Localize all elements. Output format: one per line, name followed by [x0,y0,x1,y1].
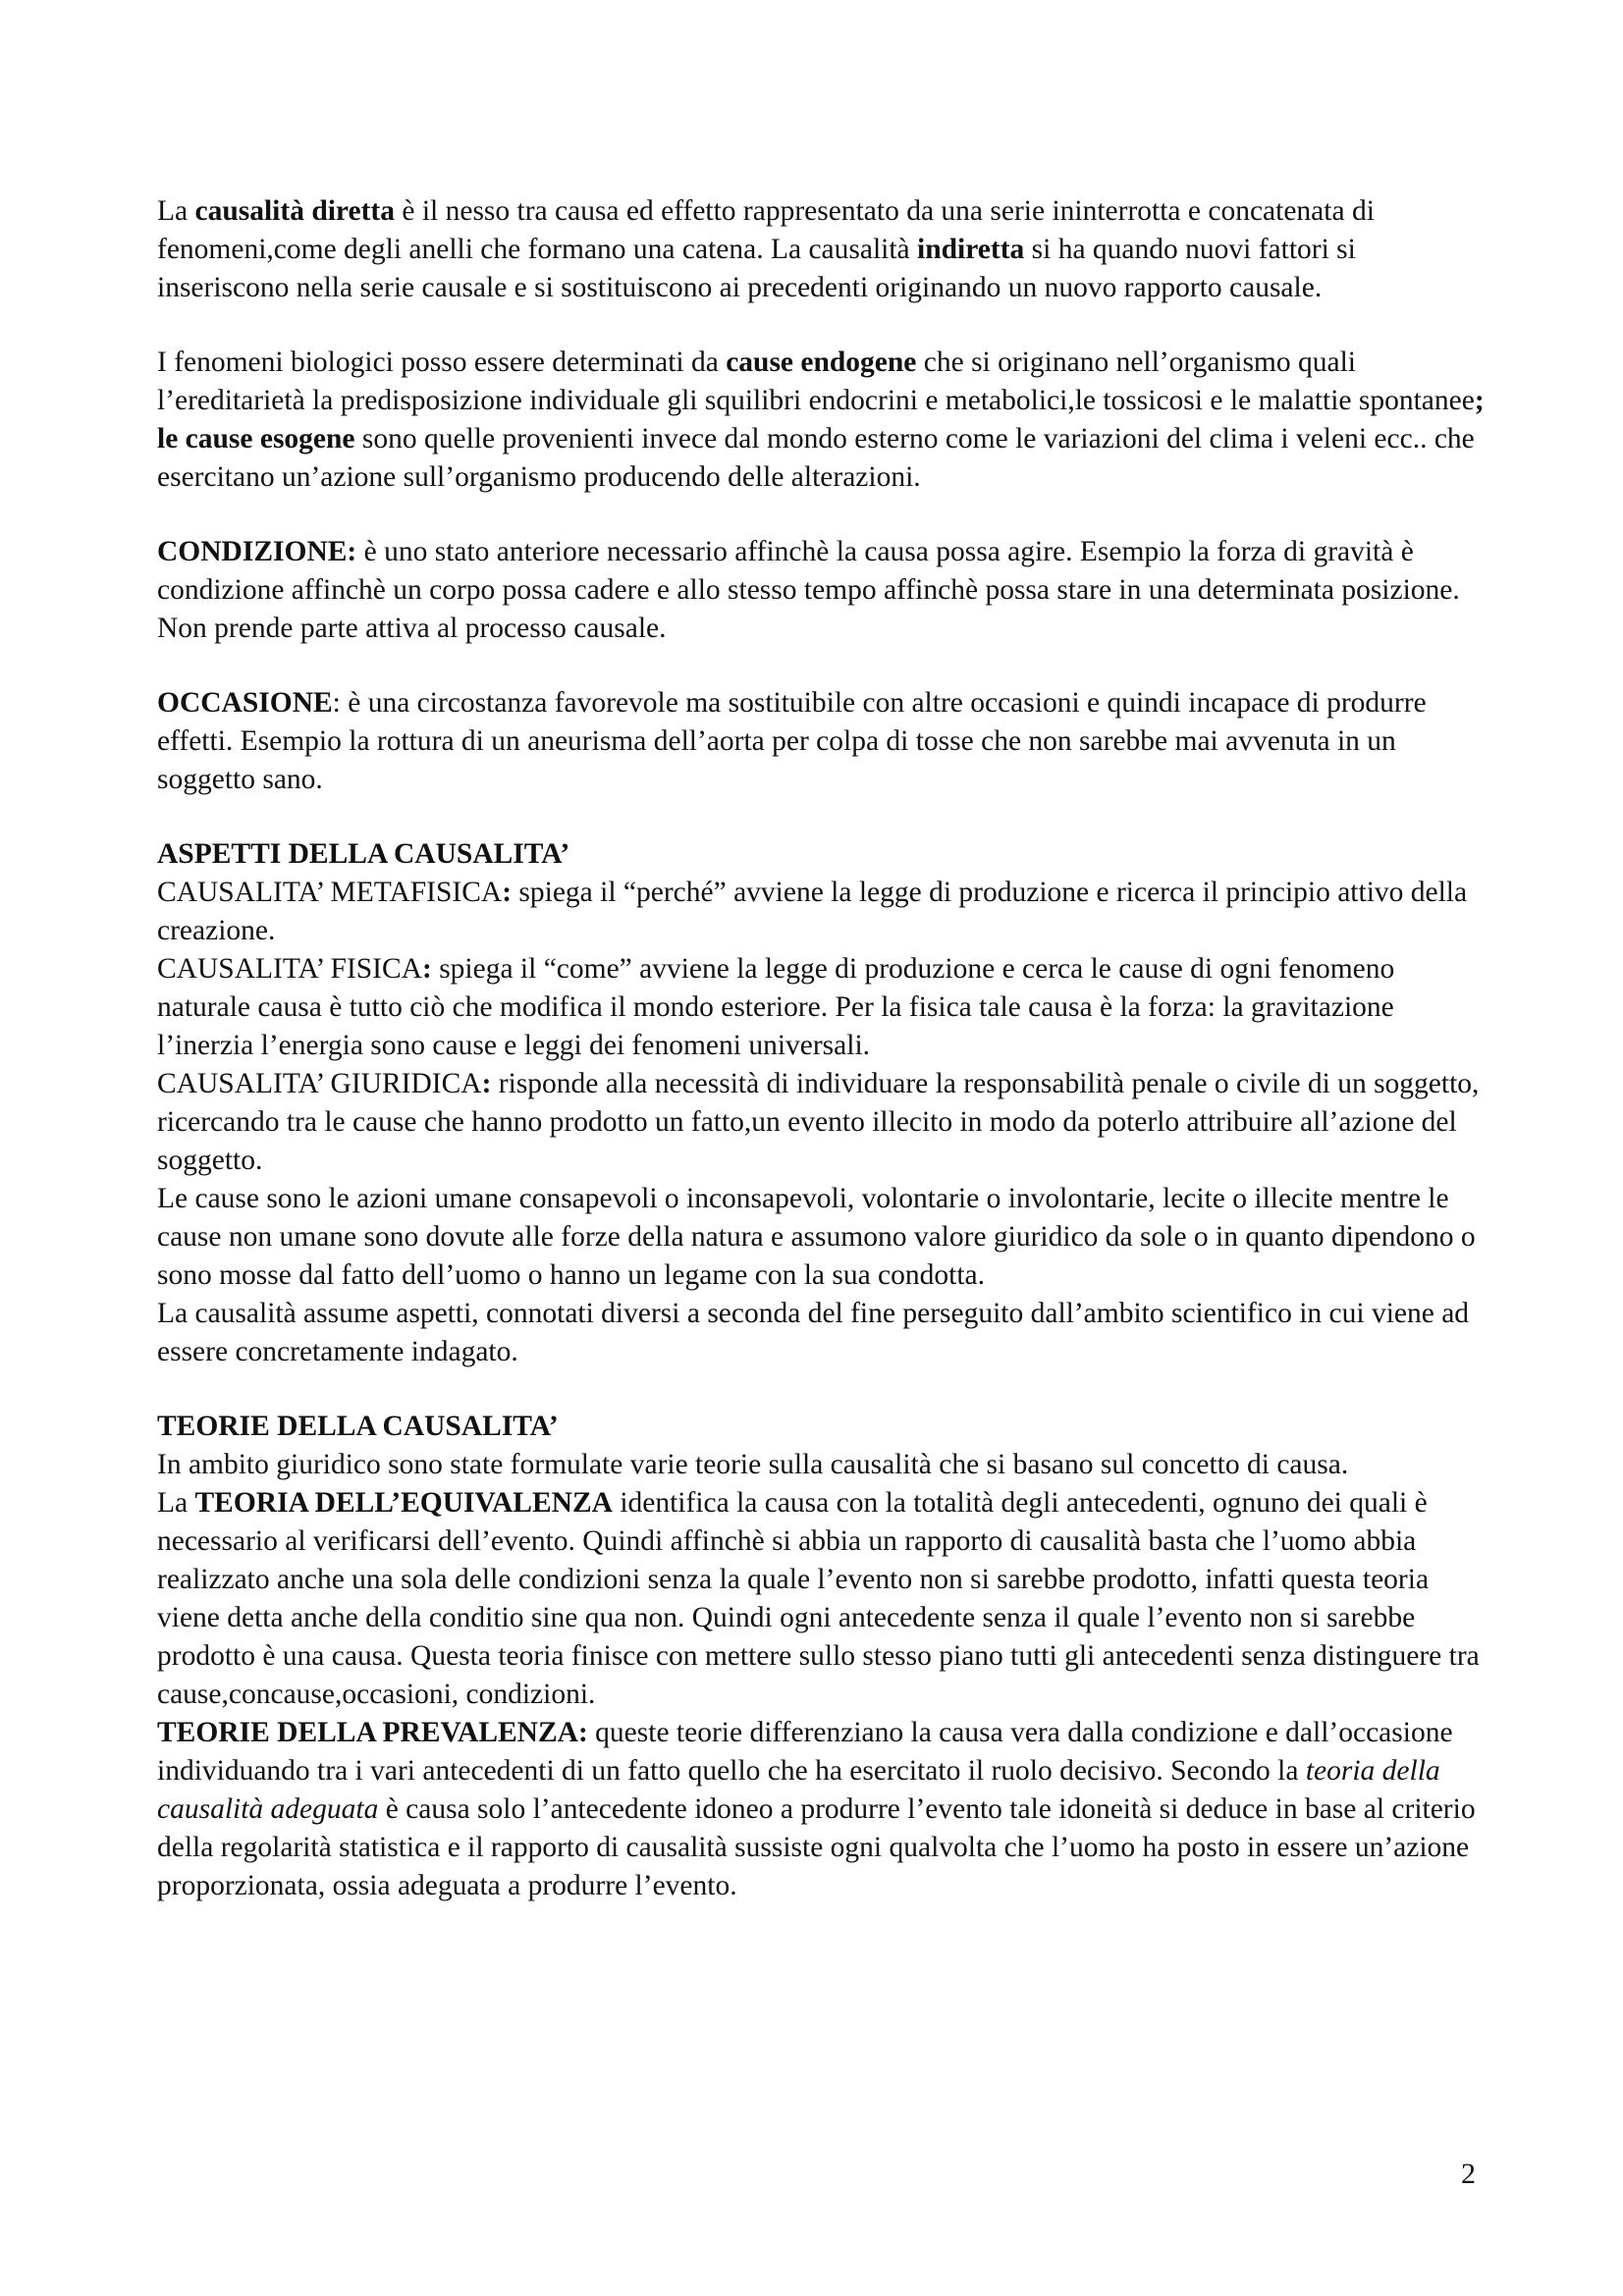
page-number: 2 [1461,2158,1476,2190]
bold-term: TEORIE DELLA PREVALENZA: [157,1717,588,1748]
bold-term: indiretta [917,234,1025,265]
paragraph-cause-umane: Le cause sono le azioni umane consapevoli o inconsapevoli, volontarie o involontarie, lecite o illecite mentre le cause non umane sono dovute alle forze della natura e assumono valore giuridico da sole o in quanto dipendono o sono mosse dal fatto dell’uomo o hanno un legame con la sua condotta. [157,1183,1476,1291]
bold-term: ; le cause esogene [157,385,1485,454]
paragraph-cause-endogene-esogene: I fenomeni biologici posso essere determinati da cause endogene che si originano nell’organismo quali l’ereditarietà la predisposizione individuale gli squilibri endocrini e metabolici,le tossicosi e le malattie spontanee; le cause esogene sono quelle provenienti invece dal mondo esterno come le variazioni del clima i veleni ecc.. che esercitano un’azione sull’organismo producendo delle alterazioni. [157,347,1485,493]
paragraph-causalita-fisica: CAUSALITA’ FISICA: spiega il “come” avviene la legge di produzione e cerca le cause di ogni fenomeno naturale causa è tutto ciò che modifica il mondo esteriore. Per la fisica tale causa è la forza: la gravitazione l’inerzia l’energia sono cause e leggi dei fenomeni universali. [157,953,1395,1061]
paragraph-causalita-diretta-indiretta: La causalità diretta è il nesso tra causa ed effetto rappresentato da una serie ininterrotta e concatenata di fenomeni,come degli anelli che formano una catena. La causalità indiretta si ha quando nuovi fattori si inseriscono nella serie causale e si sostituiscono ai precedenti originando un nuovo rapporto causale. [157,195,1375,303]
bold-term: OCCASIONE [157,687,333,719]
bold-term: causalità diretta [194,195,395,227]
paragraph-causalita-giuridica: CAUSALITA’ GIURIDICA: risponde alla necessità di individuare la responsabilità penale o civile di un soggetto, ricercando tra le cause che hanno prodotto un fatto,un evento illecito in modo da poterlo attribuire all’azione del soggetto. [157,1068,1480,1176]
bold-term: cause endogene [726,347,917,378]
paragraph-condizione: CONDIZIONE: è uno stato anteriore necessario affinchè la causa possa agire. Esempio la forza di gravità è condizione affinchè un corpo possa cadere e allo stesso tempo affinchè possa stare in una determinata posizione. Non prende parte attiva al processo causale. [157,536,1460,644]
italic-term: teoria della causalità adeguata [157,1755,1440,1825]
paragraph-causalita-metafisica: CAUSALITA’ METAFISICA: spiega il “perché” avviene la legge di produzione e ricerca il principio attivo della creazione. [157,877,1468,946]
paragraph-ambito-giuridico: In ambito giuridico sono state formulate varie teorie sulla causalità che si basano sul concetto di causa. [157,1449,1349,1480]
paragraph-teoria-equivalenza: La TEORIA DELL’EQUIVALENZA identifica la causa con la totalità degli antecedenti, ognuno dei quali è necessario al verificarsi dell’evento. Quindi affinchè si abbia un rapporto di causalità basta che l’uomo abbia realizzato anche una sola delle condizioni senza la quale l’evento non si sarebbe prodotto, infatti questa teoria viene detta anche della conditio sine qua non. Quindi ogni antecedente senza il quale l’evento non si sarebbe prodotto è una causa. Questa teoria finisce con mettere sullo stesso piano tutti gli antecedenti senza distinguere tra cause,concause,occasioni, condizioni. [157,1487,1480,1710]
heading-teorie-causalita: TEORIE DELLA CAUSALITA’ [157,1411,559,1442]
bold-term: TEORIA DELL’EQUIVALENZA [194,1487,613,1519]
paragraph-aspetti-connotati: La causalità assume aspetti, connotati diversi a seconda del fine perseguito dall’ambito scientifico in cui viene ad essere concretamente indagato. [157,1298,1470,1367]
heading-aspetti-causalita: ASPETTI DELLA CAUSALITA’ [157,838,570,870]
bold-term: CONDIZIONE: [157,536,357,567]
paragraph-teorie-prevalenza: TEORIE DELLA PREVALENZA: queste teorie differenziano la causa vera dalla condizione e dall’occasione individuando tra i vari antecedenti di un fatto quello che ha esercitato il ruolo decisivo. Secondo la teoria della causalità adeguata è causa solo l’antecedente idoneo a produrre l’evento tale idoneità si deduce in base al criterio della regolarità statistica e il rapporto di causalità sussiste ogni qualvolta che l’uomo ha posto in essere un’azione proporzionata, ossia adeguata a produrre l’evento. [157,1717,1476,1901]
paragraph-occasione: OCCASIONE: è una circostanza favorevole ma sostituibile con altre occasioni e quindi incapace di produrre effetti. Esempio la rottura di un aneurisma dell’aorta per colpa di tosse che non sarebbe mai avvenuta in un soggetto sano. [157,687,1427,795]
page-body [157,192,1485,1905]
